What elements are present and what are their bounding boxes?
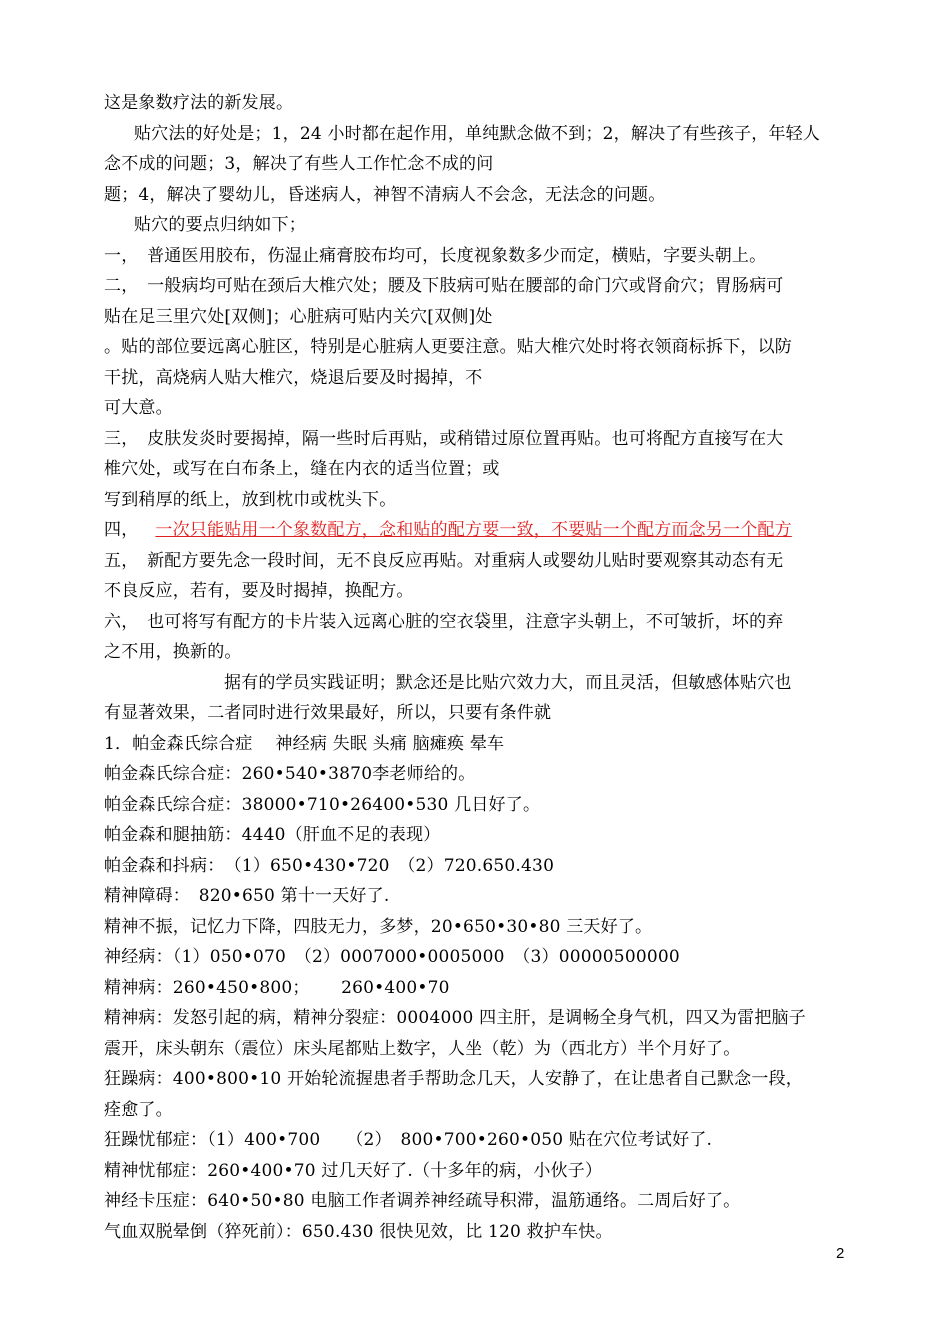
text-line: 精神病：260•450•800； 260•400•70	[104, 977, 450, 998]
text-line: 。贴的部位要远离心脏区，特别是心脏病人更要注意。贴大椎穴处时将衣领商标拆下，以防	[104, 337, 792, 357]
text-line: 帕金森和腿抽筋：4440（肝血不足的表现）	[104, 825, 441, 845]
text-line: 贴穴法的好处是；1，24 小时都在起作用，单纯默念做不到；2，解决了有些孩子，年轻人	[134, 123, 821, 144]
text-line: 五， 新配方要先念一段时间，无不良反应再贴。对重病人或婴幼儿贴时要观察其动态有无	[104, 550, 784, 571]
text-line: 念不成的问题；3，解决了有些人工作忙念不成的问	[104, 154, 494, 174]
text-line: 贴穴的要点归纳如下；	[134, 215, 306, 235]
text-line: 帕金森氏综合症：38000•710•26400•530 几日好了。	[104, 794, 541, 815]
text-line: 精神障碍： 820•650 第十一天好了.	[104, 886, 390, 906]
text-line: 写到稍厚的纸上，放到枕巾或枕头下。	[104, 489, 397, 510]
text-line: 三， 皮肤发炎时要揭掉，隔一些时后再贴，或稍错过原位置再贴。也可将配方直接写在大	[104, 428, 784, 449]
text-line: 痊愈了。	[104, 1099, 173, 1120]
text-line: 题；4，解决了婴幼儿，昏迷病人，神智不清病人不会念，无法念的问题。	[104, 184, 666, 205]
item-four-prefix: 四，	[104, 520, 139, 540]
text-line: 这是象数疗法的新发展。	[104, 93, 294, 113]
text-line: 狂躁病：400•800•10 开始轮流握患者手帮助念几天，人安静了，在让患者自己默念一段，	[104, 1069, 803, 1089]
text-line: 气血双脱晕倒（猝死前）：650.430 很快见效，比 120 救护车快。	[104, 1221, 613, 1242]
text-line: 二， 一般病均可贴在颈后大椎穴处；腰及下肢病可贴在腰部的命门穴或肾俞穴；胃肠病可	[104, 276, 784, 296]
text-line: 不良反应，若有，要及时揭掉，换配方。	[104, 581, 414, 601]
text-line: 狂躁忧郁症：（1）400•700 （2） 800•700•260•050 贴在穴位考试好了.	[104, 1130, 713, 1150]
text-line: 神经卡压症：640•50•80 电脑工作者调养神经疏导积滞，温筋通络。二周后好了。	[104, 1191, 741, 1211]
text-line: 1．帕金森氏综合症 神经病 失眠 头痛 脑瘫痪 晕车	[104, 733, 505, 754]
text-line-item-four	[104, 515, 854, 546]
text-line: 干扰，高烧病人贴大椎穴，烧退后要及时揭掉，不	[104, 367, 483, 388]
page-number: 2	[836, 1245, 845, 1262]
text-line: 帕金森和抖病： （1）650•430•720 （2）720.650.430	[104, 855, 555, 876]
text-line: 有显著效果，二者同时进行效果最好，所以，只要有条件就	[104, 703, 552, 723]
text-line: 神经病：（1）050•070 （2）0007000•0005000 （3）00000500000	[104, 947, 680, 967]
text-line: 精神不振，记忆力下降，四肢无力，多梦，20•650•30•80 三天好了。	[104, 916, 653, 937]
text-line: 贴在足三里穴处[双侧]；心脏病可贴内关穴[双侧]处	[104, 306, 493, 327]
text-line: 一， 普通医用胶布，伤湿止痛膏胶布均可，长度视象数多少而定，横贴，字要头朝上。	[104, 245, 767, 266]
document-body	[104, 88, 854, 1247]
text-line: 之不用，换新的。	[104, 642, 242, 662]
text-line: 据有的学员实践证明；默念还是比贴穴效力大，而且灵活，但敏感体贴穴也	[224, 672, 792, 693]
red-underlined-text: 一次只能贴用一个象数配方，念和贴的配方要一致，不要贴一个配方而念另一个配方	[155, 520, 792, 540]
text-line: 可大意。	[104, 398, 173, 418]
text-line: 精神忧郁症：260•400•70 过几天好了.（十多年的病，小伙子）	[104, 1160, 603, 1181]
text-line: 六， 也可将写有配方的卡片装入远离心脏的空衣袋里，注意字头朝上，不可皱折，坏的弃	[104, 611, 784, 632]
text-line: 震开，床头朝东（震位）床头尾都贴上数字，人坐（乾）为（西北方）半个月好了。	[104, 1038, 741, 1059]
text-line: 帕金森氏综合症：260•540•3870李老师给的。	[104, 764, 476, 784]
text-line: 精神病：发怒引起的病，精神分裂症：0004000 四主肝，是调畅全身气机，四又为雷把脑子	[104, 1008, 806, 1028]
text-line: 椎穴处，或写在白布条上，缝在内衣的适当位置；或	[104, 459, 500, 479]
